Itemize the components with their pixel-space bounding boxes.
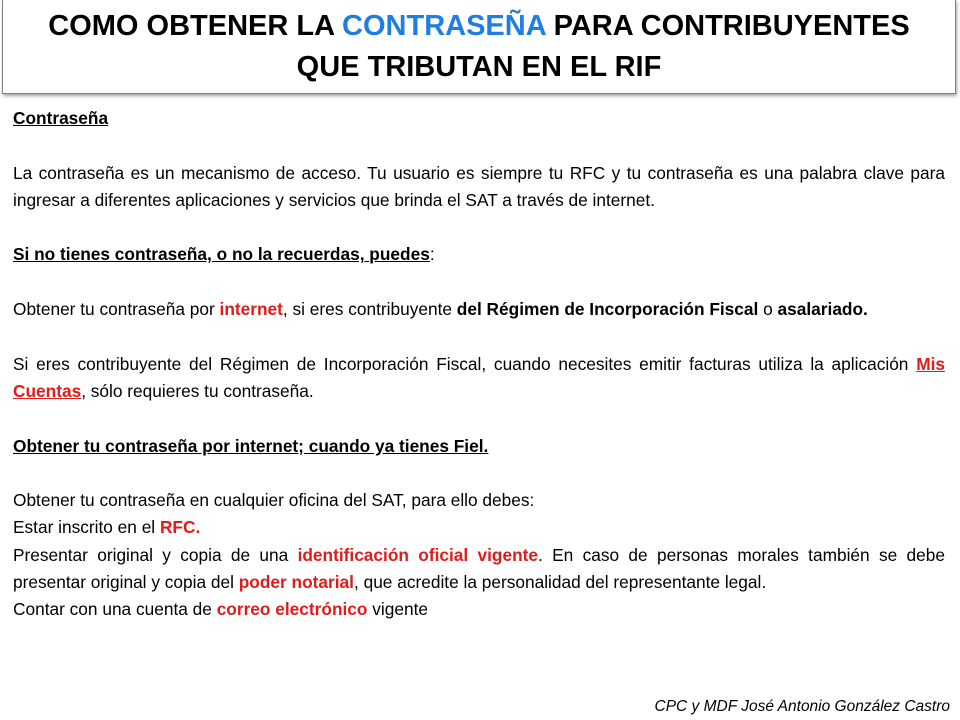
requirement-1	[13, 514, 945, 541]
intro-paragraph: La contraseña es un mecanismo de acceso. Tu usuario es siempre tu RFC y tu contraseña es una palabra clave para ingresar a diferentes aplicaciones y servicios que brinda el SAT a través de internet.	[13, 162, 945, 210]
obtain-internet-a: Obtener tu contraseña por	[13, 299, 220, 320]
requirement-2	[13, 542, 945, 597]
fiel-heading: Obtener tu contraseña por internet; cuando ya tienes Fiel.	[13, 435, 489, 456]
if-none-suffix: :	[429, 244, 435, 265]
title-highlight: CONTRASEÑA	[342, 10, 546, 42]
if-none-text: Si no tienes contraseña, o no la recuerdas, puedes	[13, 244, 430, 265]
req1-a: Estar inscrito en el	[13, 517, 160, 538]
rif-para-a: Si eres contribuyente del Régimen de Incorporación Fiscal, cuando necesites emitir facturas utiliza la aplicación	[13, 353, 917, 374]
office-intro: Obtener tu contraseña en cualquier oficina del SAT, para ello debes:	[13, 490, 535, 511]
obtain-internet-b: , si eres contribuyente	[282, 299, 457, 320]
req2-a: Presentar original y copia de una	[13, 544, 298, 565]
author-footer: CPC y MDF José Antonio González Castro	[654, 698, 950, 715]
rif-bold: del Régimen de Incorporación Fiscal	[456, 299, 759, 320]
rif-paragraph	[13, 351, 945, 406]
requirement-3	[13, 596, 945, 623]
rfc-highlight: RFC.	[159, 517, 201, 538]
content-body	[13, 105, 945, 624]
req3-a: Contar con una cuenta de	[13, 599, 217, 620]
title-line-1	[3, 6, 955, 47]
title-box	[2, 0, 956, 94]
mis-cuentas-link[interactable]: Mis Cuentas	[13, 353, 945, 401]
rif-para-b: , sólo requieres tu contraseña.	[81, 380, 314, 401]
req2-c: , que acredite la personalidad del representante legal.	[353, 572, 767, 593]
req3-b: vigente	[367, 599, 428, 620]
id-highlight: identificación oficial vigente	[297, 544, 539, 565]
title-part-1: COMO OBTENER LA	[48, 10, 343, 42]
asalariado-bold: asalariado.	[777, 299, 868, 320]
obtain-internet-paragraph	[13, 296, 945, 323]
internet-highlight: internet	[219, 299, 283, 320]
obtain-internet-c: o	[758, 299, 778, 320]
if-none-line	[13, 241, 945, 268]
title-part-2: PARA CONTRIBUYENTES	[545, 10, 910, 42]
section-heading: Contraseña	[13, 108, 109, 128]
email-highlight: correo electrónico	[216, 599, 368, 620]
title-line-2: QUE TRIBUTAN EN EL RIF	[296, 51, 662, 83]
poder-highlight: poder notarial	[238, 572, 354, 593]
req2-b: . En caso de personas morales también se debe presentar original y copia del	[13, 544, 945, 593]
